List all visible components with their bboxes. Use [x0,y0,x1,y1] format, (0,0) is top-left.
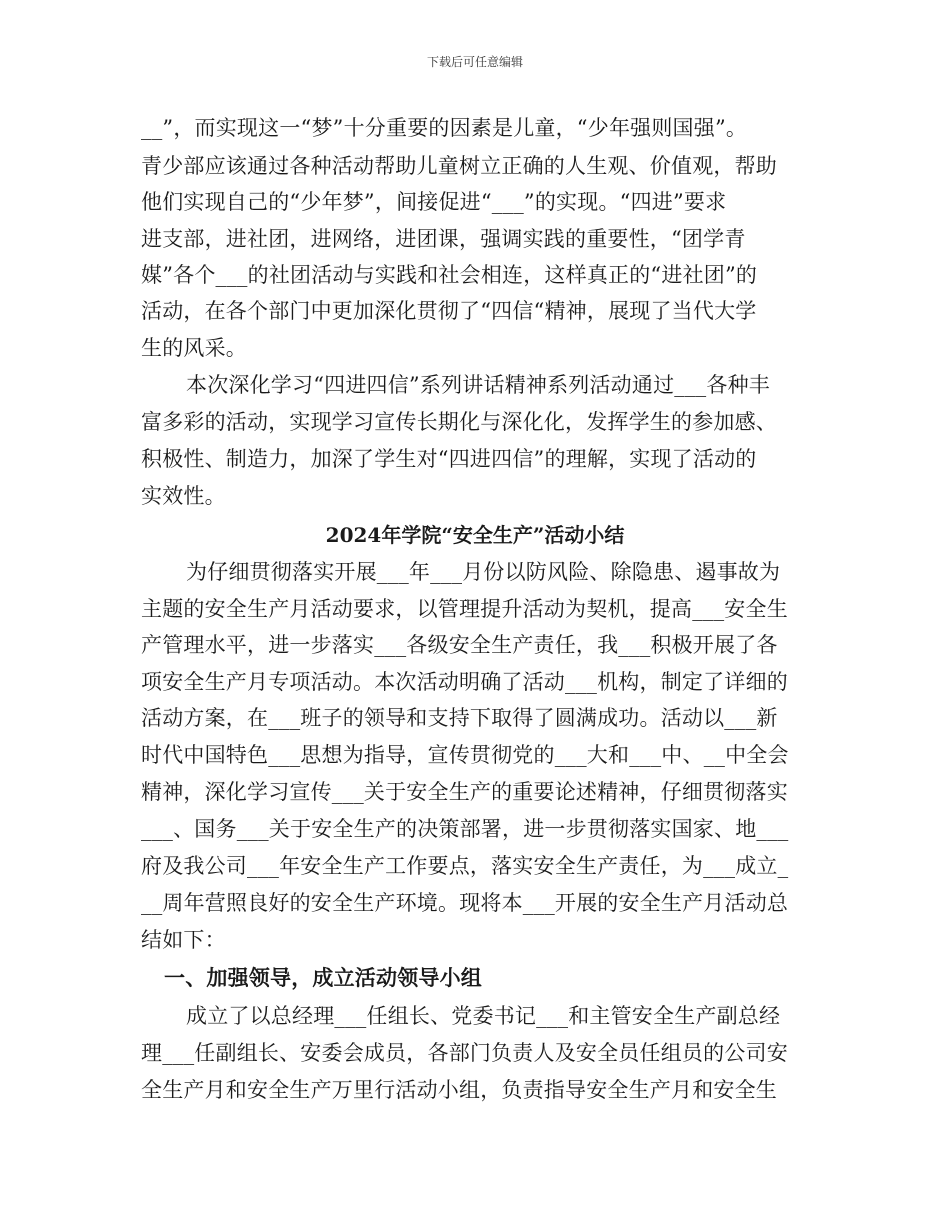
body-line: __”，而实现这一“梦”十分重要的因素是儿童，“少年强则国强”。 [141,116,748,140]
body-line: 他们实现自己的“少年梦”，间接促进“___”的实现。“四进”要求 [141,190,727,214]
body-line: 进支部，进社团，进网络，进团课，强调实践的重要性，“团学青 [141,227,746,251]
body-line: 青少部应该通过各种活动帮助儿童树立正确的人生观、价值观，帮助 [141,154,777,178]
body-line: 成立了以总经理___任组长、党委书记___和主管安全生产副总经 [186,1004,781,1028]
body-line: 为仔细贯彻落实开展___年___月份以防风险、除隐患、遏事故为 [186,560,781,584]
body-line: 活动方案，在___班子的领导和支持下取得了圆满成功。活动以___新 [141,706,778,730]
body-line: 生的风采。 [141,336,247,360]
body-line: 积极性、制造力，加深了学生对“四进四信”的理解，实现了活动的 [141,447,757,471]
body-line: ___、国务___关于安全生产的决策部署，进一步贯彻落实国家、地___ [141,817,789,841]
subsection-heading: 一、加强领导，成立活动领导小组 [164,965,482,990]
body-line: __周年营照良好的安全生产环境。现将本___开展的安全生产月活动总 [141,891,789,915]
body-line: 媒”各个___的社团活动与实践和社会相连，这样真正的“进社团”的 [141,263,758,287]
body-line: 时代中国特色___思想为指导，宣传贯彻党的___大和___中、__中全会 [141,743,789,767]
body-line: 本次深化学习“四进四信”系列讲话精神系列活动通过___各种丰 [186,373,770,397]
body-line: 府及我公司___年安全生产工作要点，落实安全生产责任，为___成立_ [141,854,789,878]
body-line: 实效性。 [141,484,226,508]
body-line: 主题的安全生产月活动要求，以管理提升活动为契机，提高___安全生 [141,597,788,621]
page-header: 下载后可任意编辑 [426,55,523,69]
body-line: 项安全生产月专项活动。本次活动明确了活动___机构，制定了详细的 [141,670,788,694]
body-line: 产管理水平，进一步落实___各级安全生产责任，我___积极开展了各 [141,633,778,657]
body-line: 活动，在各个部门中更加深化贯彻了“四信“精神，展现了当代大学 [141,299,757,323]
body-line: 理___任副组长、安委会成员，各部门负责人及安全员任组员的公司安 [141,1041,788,1065]
body-line: 结如下： [141,928,226,952]
section-title: 2024年学院“安全生产”活动小结 [325,523,625,547]
body-line: 全生产月和安全生产万里行活动小组，负责指导安全生产月和安全生 [141,1078,777,1102]
body-line: 精神，深化学习宣传___关于安全生产的重要论述精神，仔细贯彻落实 [141,780,788,804]
body-line: 富多彩的活动，实现学习宣传长期化与深化化，发挥学生的参加感、 [141,410,777,434]
